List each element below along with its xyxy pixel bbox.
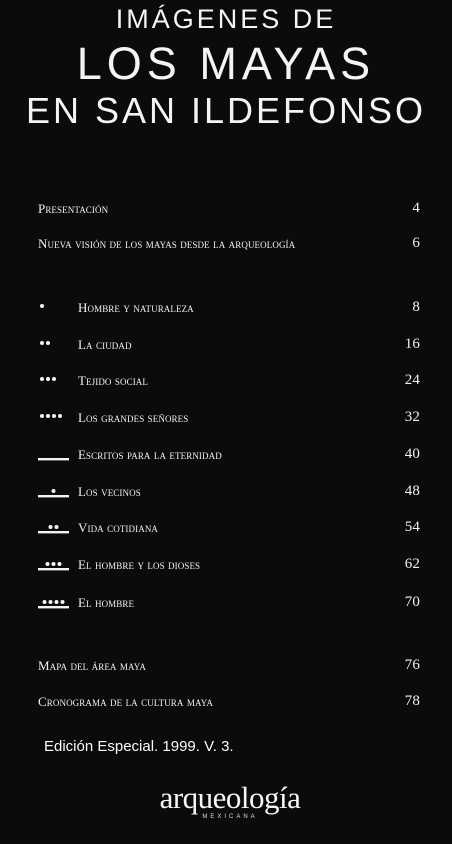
numeral-bar [38, 568, 69, 570]
toc-page: 40 [404, 446, 420, 462]
toc-entry-cronograma[interactable] [38, 690, 420, 714]
toc-label: Mapa del área maya [38, 658, 146, 673]
numeral-dot [40, 414, 44, 418]
numeral-dot [52, 562, 56, 566]
numeral-bar [38, 458, 69, 460]
toc-entry-presentacion[interactable] [38, 197, 420, 221]
toc-entry-chapter-5[interactable] [38, 443, 420, 467]
numeral-dot [52, 414, 56, 418]
title-line-1: IMÁGENES DE [115, 4, 337, 34]
toc-page: 70 [404, 594, 420, 610]
numeral-dot [55, 525, 59, 529]
numeral-dot [46, 377, 50, 381]
arqueologia-mexicana-logo [140, 782, 320, 820]
toc-label: Presentación [38, 201, 109, 216]
toc-page: 16 [404, 336, 420, 352]
toc-entry-mapa[interactable] [38, 654, 420, 678]
numeral-dot [46, 562, 50, 566]
toc-label: Escritos para la eternidad [78, 447, 222, 462]
numeral-dot [58, 414, 62, 418]
toc-page: 8 [412, 299, 420, 315]
numeral-dot [58, 562, 62, 566]
toc-page: 54 [404, 519, 420, 535]
numeral-dot [43, 600, 47, 604]
maya-numeral-1-icon [38, 296, 72, 320]
maya-numeral-4-icon [38, 406, 72, 430]
toc-page: 78 [404, 693, 420, 709]
toc-entry-chapter-6[interactable] [38, 480, 420, 504]
numeral-dot [46, 414, 50, 418]
numeral-dot [61, 600, 65, 604]
toc-page: 62 [404, 556, 420, 572]
numeral-dot [49, 525, 53, 529]
maya-numeral-3-icon [38, 369, 72, 393]
maya-numeral-6-icon [38, 480, 72, 504]
numeral-dot [40, 304, 44, 308]
title-line-2: LOS MAYAS [76, 38, 376, 89]
maya-numeral-7-icon [38, 516, 72, 540]
toc-entry-nueva-vision[interactable] [38, 232, 420, 256]
logo-subtitle: MEXICANA [202, 814, 258, 820]
numeral-dot [46, 341, 50, 345]
toc-label: Cronograma de la cultura maya [38, 694, 213, 709]
numeral-dot [40, 341, 44, 345]
toc-label: Los vecinos [78, 484, 141, 499]
logo-wordmark: arqueología [159, 780, 301, 815]
toc-label: Tejido social [78, 373, 148, 388]
toc-entry-chapter-7[interactable] [38, 516, 420, 540]
toc-label: Hombre y naturaleza [78, 300, 194, 315]
numeral-bar [38, 531, 69, 533]
toc-label: Vida cotidiana [78, 520, 159, 535]
numeral-bar [38, 606, 69, 608]
toc-page: 4 [412, 200, 420, 216]
toc-label: Los grandes señores [78, 410, 189, 425]
toc-page: 24 [404, 372, 420, 388]
maya-numeral-5-icon [38, 443, 72, 467]
toc-entry-chapter-9[interactable] [38, 591, 420, 615]
toc-page: 76 [404, 657, 420, 673]
toc-entry-chapter-2[interactable] [38, 333, 420, 357]
maya-numeral-2-icon [38, 333, 72, 357]
toc-label: La ciudad [78, 337, 132, 352]
toc-label: Nueva visión de los mayas desde la arqueología [38, 236, 296, 251]
edition-note: Edición Especial. 1999. V. 3. [44, 738, 234, 755]
numeral-dot [52, 489, 56, 493]
toc-entry-chapter-1[interactable] [38, 296, 420, 320]
numeral-dot [40, 377, 44, 381]
toc-label: El hombre y los dioses [78, 557, 201, 572]
title-line-3: EN SAN ILDEFONSO [25, 90, 427, 131]
toc-page: 32 [404, 409, 420, 425]
maya-numeral-8-icon [38, 553, 72, 577]
toc-entry-chapter-8[interactable] [38, 553, 420, 577]
numeral-dot [52, 377, 56, 381]
toc-entry-chapter-4[interactable] [38, 406, 420, 430]
maya-numeral-9-icon [38, 591, 72, 615]
toc-label: El hombre [78, 595, 135, 610]
numeral-dot [55, 600, 59, 604]
numeral-dot [49, 600, 53, 604]
toc-entry-chapter-3[interactable] [38, 369, 420, 393]
numeral-bar [38, 495, 69, 497]
toc-page: 48 [404, 483, 420, 499]
toc-page: 6 [412, 235, 420, 251]
